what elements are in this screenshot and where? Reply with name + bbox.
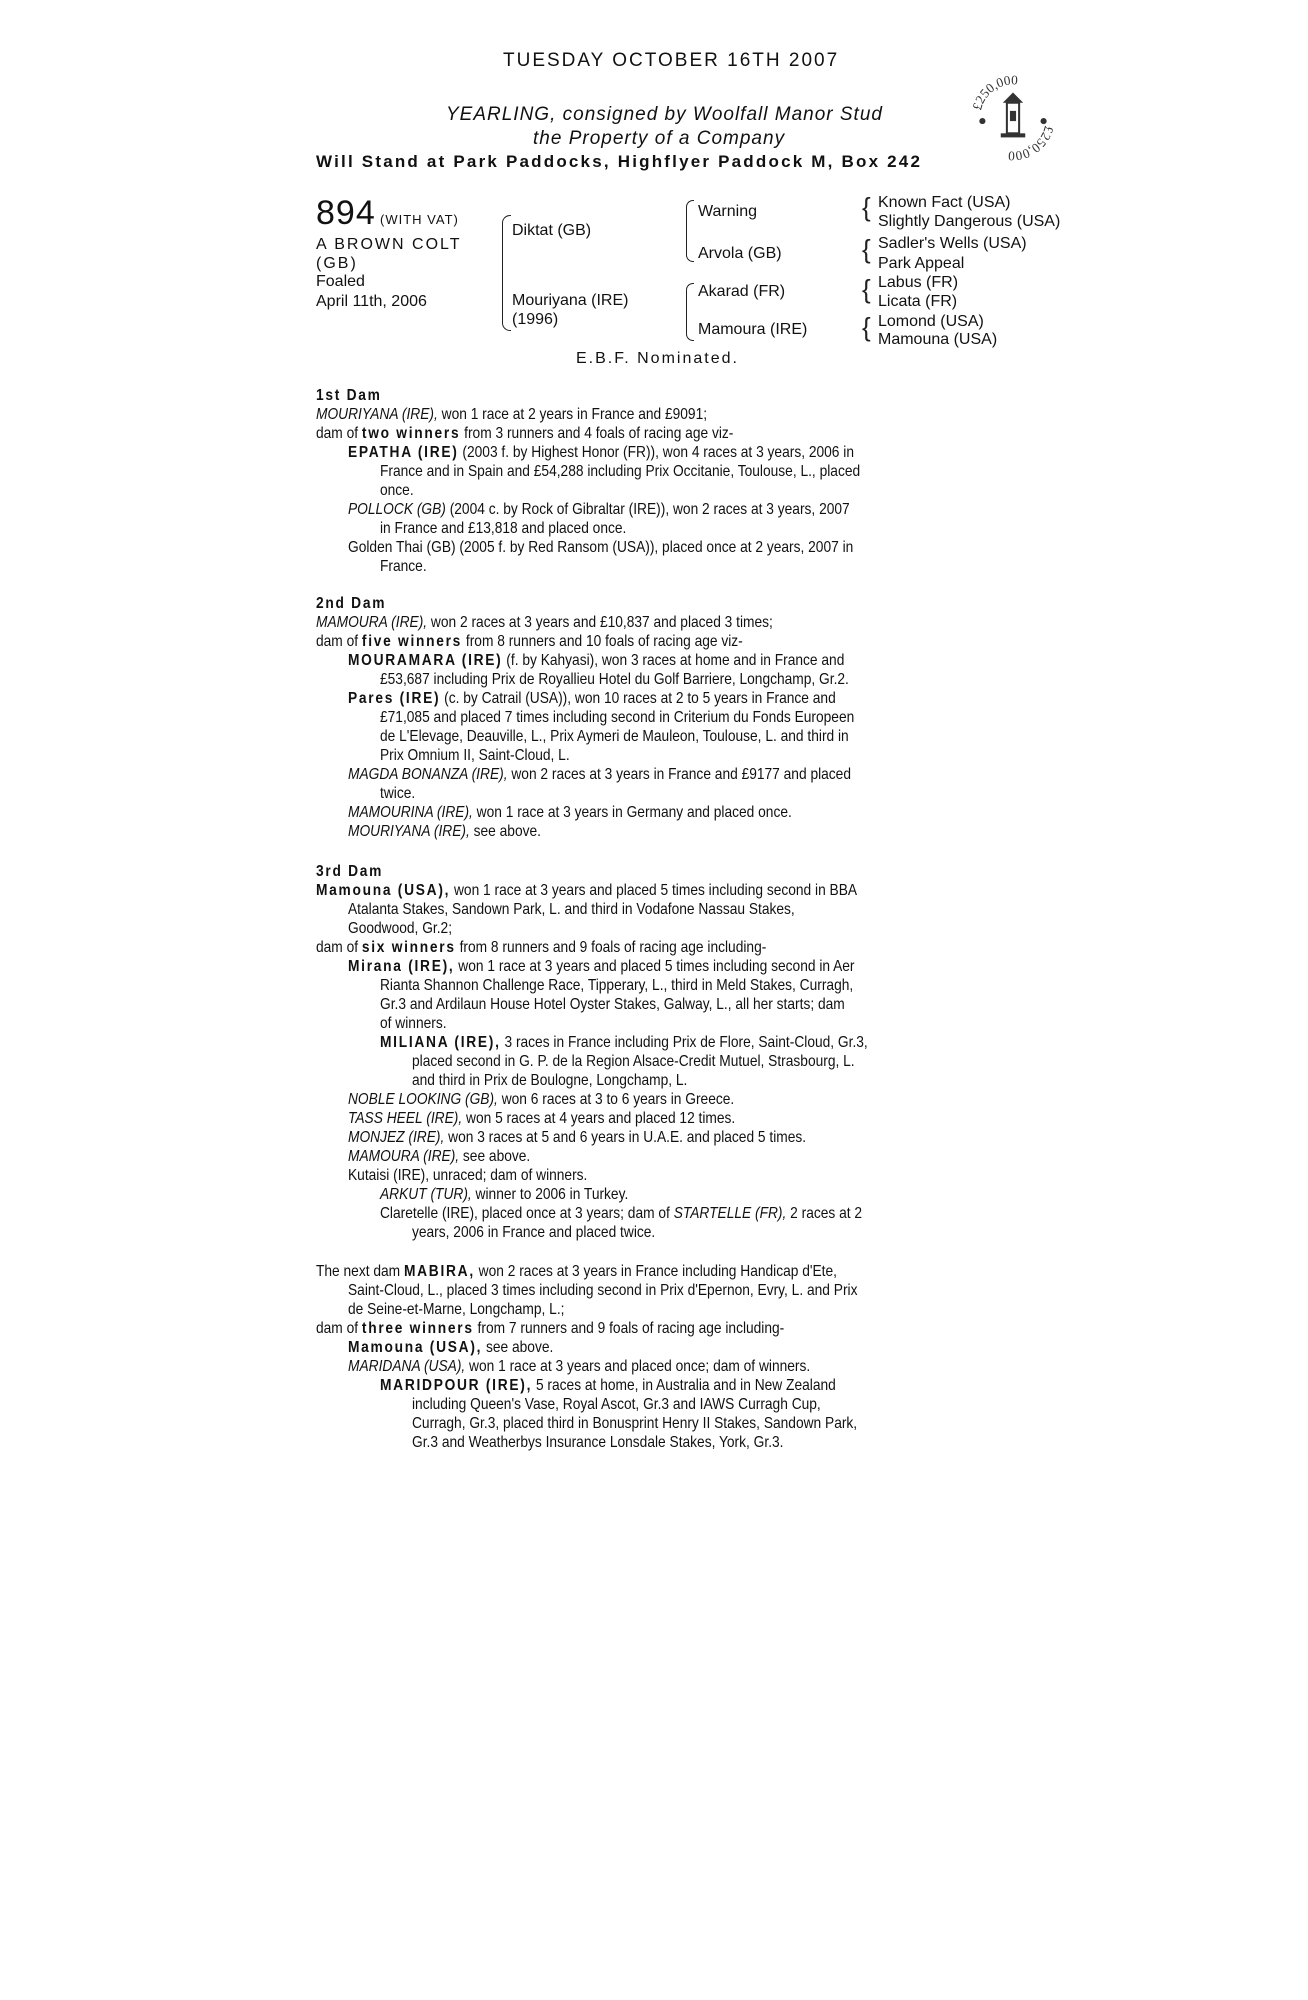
next-dam-line: The next dam MABIRA, won 2 races at 3 years in France including Handicap d'Ete,: [316, 1263, 837, 1280]
third-dam-line: placed second in G. P. de la Region Alsace-Credit Mutuel, Strasbourg, L.: [412, 1053, 855, 1070]
pedigree-dsd: Licata (FR): [878, 293, 958, 310]
ebf-nominated: E.B.F. Nominated.: [576, 350, 739, 367]
sale-date: TUESDAY OCTOBER 16TH 2007: [503, 50, 840, 71]
third-dam-line: Claretelle (IRE), placed once at 3 years; dam of STARTELLE (FR), 2 races at 2: [380, 1205, 863, 1222]
lot-country: (GB): [316, 255, 358, 272]
lot-number: 894: [316, 194, 376, 232]
second-dam-line: MAGDA BONANZA (IRE), won 2 races at 3 years in France and £9177 and placed: [348, 766, 851, 783]
third-dam-line: Kutaisi (IRE), unraced; dam of winners.: [348, 1167, 588, 1184]
pedigree-sire-sire: Warning: [698, 203, 757, 220]
second-dam-line: £71,085 and placed 7 times including second in Criterium du Fonds Europeen: [380, 709, 855, 726]
brace-2: {: [862, 234, 871, 264]
third-dam-line: Goodwood, Gr.2;: [348, 920, 453, 937]
second-dam-line: dam of five winners from 8 runners and 10 foals of racing age viz-: [316, 633, 743, 650]
brace-3: {: [862, 274, 871, 304]
third-dam-line: and third in Prix de Boulogne, Longchamp, L.: [412, 1072, 688, 1089]
next-dam-line: Saint-Cloud, L., placed 3 times including second in Prix d'Epernon, Evry, L. and Prix: [348, 1282, 858, 1299]
first-dam-line: once.: [380, 482, 414, 499]
pedigree-ddd: Mamouna (USA): [878, 331, 998, 348]
third-dam-line: Rianta Shannon Challenge Race, Tipperary, L., third in Meld Stakes, Curragh,: [380, 977, 854, 994]
consignor-line: YEARLING, consigned by Woolfall Manor Stud: [446, 104, 883, 125]
pedigree-sds: Sadler's Wells (USA): [878, 235, 1027, 252]
second-dam-line: Pares (IRE) (c. by Catrail (USA)), won 10 races at 2 to 5 years in France and: [348, 690, 836, 707]
pedigree-dam: Mouriyana (IRE): [512, 292, 629, 309]
brace-4: {: [862, 312, 871, 342]
third-dam-line: Gr.3 and Ardilaun House Hotel Oyster Stakes, Galway, L., all her starts; dam: [380, 996, 845, 1013]
first-dam-heading: 1st Dam: [316, 387, 382, 404]
third-dam-line: years, 2006 in France and placed twice.: [412, 1224, 656, 1241]
foaled-label: Foaled: [316, 273, 365, 290]
first-dam-line: France and in Spain and £54,288 including Prix Occitanie, Toulouse, L., placed: [380, 463, 861, 480]
third-dam-line: Mirana (IRE), won 1 race at 3 years and placed 5 times including second in Aer: [348, 958, 855, 975]
foaled-date: April 11th, 2006: [316, 293, 427, 310]
third-dam-line: MILIANA (IRE), 3 races in France including Prix de Flore, Saint-Cloud, Gr.3,: [380, 1034, 868, 1051]
third-dam-heading: 3rd Dam: [316, 863, 384, 880]
second-dam-line: MAMOURA (IRE), won 2 races at 3 years and £10,837 and placed 3 times;: [316, 614, 773, 631]
brace-1: {: [862, 192, 871, 222]
first-dam-line: EPATHA (IRE) (2003 f. by Highest Honor (FR)), won 4 races at 3 years, 2006 in: [348, 444, 854, 461]
third-dam-line: MAMOURA (IRE), see above.: [348, 1148, 531, 1165]
second-dam-line: MOURAMARA (IRE) (f. by Kahyasi), won 3 races at home and in France and: [348, 652, 845, 669]
pedigree-sdd: Park Appeal: [878, 255, 965, 272]
first-dam-line: MOURIYANA (IRE), won 1 race at 2 years in France and £9091;: [316, 406, 708, 423]
second-dam-line: twice.: [380, 785, 416, 802]
second-dam-line: Prix Omnium II, Saint-Cloud, L.: [380, 747, 570, 764]
third-dam-line: NOBLE LOOKING (GB), won 6 races at 3 to 6 years in Greece.: [348, 1091, 735, 1108]
third-dam-line: ARKUT (TUR), winner to 2006 in Turkey.: [380, 1186, 629, 1203]
next-dam-line: Curragh, Gr.3, placed third in Bonusprint Henry II Stakes, Sandown Park,: [412, 1415, 858, 1432]
pedigree-ssd: Slightly Dangerous (USA): [878, 213, 1061, 230]
pedigree-dam-year: (1996): [512, 311, 559, 328]
next-dam-line: dam of three winners from 7 runners and 9 foals of racing age including-: [316, 1320, 785, 1337]
first-dam-line: Golden Thai (GB) (2005 f. by Red Ransom (USA)), placed once at 2 years, 2007 in: [348, 539, 854, 556]
second-dam-line: MOURIYANA (IRE), see above.: [348, 823, 541, 840]
next-dam-line: Mamouna (USA), see above.: [348, 1339, 554, 1356]
pedigree-dds: Lomond (USA): [878, 313, 984, 330]
third-dam-line: Mamouna (USA), won 1 race at 3 years and placed 5 times including second in BBA: [316, 882, 858, 899]
third-dam-line: Atalanta Stakes, Sandown Park, L. and third in Vodafone Nassau Stakes,: [348, 901, 795, 918]
first-dam-line: dam of two winners from 3 runners and 4 foals of racing age viz-: [316, 425, 734, 442]
pedigree-dss: Labus (FR): [878, 274, 959, 291]
pedigree-sss: Known Fact (USA): [878, 194, 1011, 211]
vat-note: (WITH VAT): [380, 212, 459, 227]
second-dam-heading: 2nd Dam: [316, 595, 387, 612]
second-dam-line: MAMOURINA (IRE), won 1 race at 3 years in Germany and placed once.: [348, 804, 792, 821]
next-dam-line: MARIDPOUR (IRE), 5 races at home, in Australia and in New Zealand: [380, 1377, 836, 1394]
next-dam-line: de Seine-et-Marne, Longchamp, L.;: [348, 1301, 565, 1318]
price-seal-icon: [962, 66, 1064, 168]
sire-dam-brace: [502, 215, 511, 331]
dam-line-brace: [686, 283, 694, 341]
first-dam-line: POLLOCK (GB) (2004 c. by Rock of Gibraltar (IRE)), won 2 races at 3 years, 2007: [348, 501, 850, 518]
first-dam-line: France.: [380, 558, 427, 575]
lot-description: A BROWN COLT: [316, 236, 462, 253]
third-dam-line: TASS HEEL (IRE), won 5 races at 4 years and placed 12 times.: [348, 1110, 736, 1127]
pedigree-dam-dam: Mamoura (IRE): [698, 321, 808, 338]
second-dam-line: £53,687 including Prix de Royallieu Hotel du Golf Barriere, Longchamp, Gr.2.: [380, 671, 849, 688]
third-dam-line: of winners.: [380, 1015, 447, 1032]
property-line: the Property of a Company: [533, 128, 786, 149]
next-dam-line: MARIDANA (USA), won 1 race at 3 years and placed once; dam of winners.: [348, 1358, 811, 1375]
stand-line: Will Stand at Park Paddocks, Highflyer Paddock M, Box 242: [316, 152, 923, 171]
sire-line-brace: [686, 200, 694, 262]
pedigree-dam-sire: Akarad (FR): [698, 283, 786, 300]
first-dam-line: in France and £13,818 and placed once.: [380, 520, 627, 537]
third-dam-line: MONJEZ (IRE), won 3 races at 5 and 6 years in U.A.E. and placed 5 times.: [348, 1129, 807, 1146]
third-dam-line: dam of six winners from 8 runners and 9 foals of racing age including-: [316, 939, 767, 956]
second-dam-line: de L'Elevage, Deauville, L., Prix Aymeri de Mauleon, Toulouse, L. and third in: [380, 728, 849, 745]
next-dam-line: including Queen's Vase, Royal Ascot, Gr.3 and IAWS Curragh Cup,: [412, 1396, 821, 1413]
next-dam-line: Gr.3 and Weatherbys Insurance Lonsdale Stakes, York, Gr.3.: [412, 1434, 784, 1451]
svg-text:£250,000: £250,000: [1007, 124, 1057, 164]
svg-text:£250,000: £250,000: [969, 72, 1019, 112]
pedigree-sire-dam: Arvola (GB): [698, 245, 782, 262]
pedigree-sire: Diktat (GB): [512, 222, 592, 239]
